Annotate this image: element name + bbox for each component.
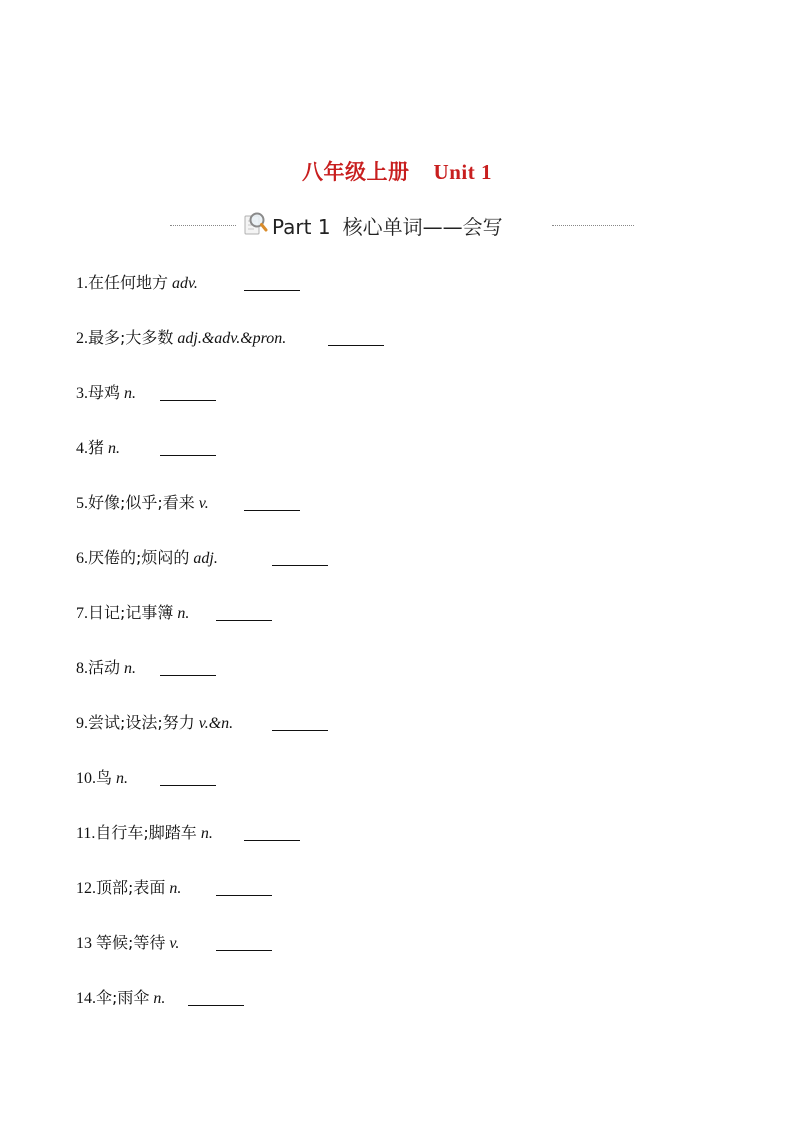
question-item: [76, 600, 189, 626]
section-header: [170, 208, 634, 242]
question-part-of-speech: n.: [124, 660, 137, 677]
question-chinese: 在任何地方: [88, 273, 169, 292]
question-number: 6.: [76, 550, 88, 567]
unit-title: Unit 1: [433, 160, 492, 184]
answer-blank[interactable]: [160, 400, 216, 401]
answer-blank[interactable]: [244, 290, 300, 291]
question-part-of-speech: n.: [124, 385, 137, 402]
question-number: 4.: [76, 440, 88, 457]
answer-blank[interactable]: [216, 950, 272, 951]
question-chinese: 好像;似乎;看来: [88, 493, 195, 512]
question-number: 9.: [76, 715, 88, 732]
question-part-of-speech: v.&n.: [198, 715, 234, 732]
question-part-of-speech: adj.&adv.&pron.: [177, 330, 287, 347]
question-chinese: 最多;大多数: [88, 328, 174, 347]
answer-blank[interactable]: [216, 895, 272, 896]
question-part-of-speech: adj.: [193, 550, 218, 567]
question-chinese: 尝试;设法;努力: [88, 713, 195, 732]
question-number: 11.: [76, 825, 96, 842]
divider-left: [170, 225, 236, 226]
answer-blank[interactable]: [244, 510, 300, 511]
question-item: [76, 930, 179, 956]
question-chinese: 母鸡: [88, 383, 121, 402]
question-number: 5.: [76, 495, 88, 512]
answer-blank[interactable]: [160, 785, 216, 786]
question-part-of-speech: v.: [198, 495, 209, 512]
question-item: [76, 380, 136, 406]
question-number: 13: [76, 935, 96, 952]
question-chinese: 等候;等待: [96, 933, 166, 952]
grade-title: 八年级上册: [302, 160, 410, 184]
question-number: 8.: [76, 660, 88, 677]
question-part-of-speech: v.: [169, 935, 180, 952]
question-number: 1.: [76, 275, 88, 292]
answer-blank[interactable]: [328, 345, 384, 346]
question-chinese: 厌倦的;烦闷的: [88, 548, 190, 567]
question-number: 2.: [76, 330, 88, 347]
question-part-of-speech: n.: [108, 440, 121, 457]
question-item: [76, 270, 198, 296]
question-item: [76, 985, 165, 1011]
question-number: 3.: [76, 385, 88, 402]
question-item: [76, 655, 136, 681]
answer-blank[interactable]: [272, 565, 328, 566]
question-number: 7.: [76, 605, 88, 622]
answer-blank[interactable]: [244, 840, 300, 841]
divider-right: [552, 225, 634, 226]
question-part-of-speech: n.: [153, 990, 166, 1007]
question-part-of-speech: n.: [177, 605, 190, 622]
question-item: [76, 765, 128, 791]
answer-blank[interactable]: [188, 1005, 244, 1006]
question-part-of-speech: adv.: [172, 275, 198, 292]
magnifier-icon: [242, 210, 268, 238]
answer-blank[interactable]: [160, 455, 216, 456]
question-item: [76, 490, 209, 516]
question-item: [76, 325, 286, 351]
question-item: [76, 545, 218, 571]
question-part-of-speech: n.: [200, 825, 213, 842]
question-number: 14.: [76, 990, 96, 1007]
question-item: [76, 710, 233, 736]
question-chinese: 日记;记事簿: [88, 603, 174, 622]
question-number: 12.: [76, 880, 96, 897]
section-heading: [272, 211, 503, 240]
question-item: [76, 435, 120, 461]
page-title: [0, 156, 794, 186]
question-chinese: 活动: [88, 658, 121, 677]
answer-blank[interactable]: [272, 730, 328, 731]
question-chinese: 伞;雨伞: [96, 988, 150, 1007]
answer-blank[interactable]: [216, 620, 272, 621]
question-item: [76, 875, 181, 901]
question-chinese: 顶部;表面: [96, 878, 166, 897]
question-number: 10.: [76, 770, 96, 787]
question-chinese: 鸟: [96, 768, 113, 787]
question-part-of-speech: n.: [169, 880, 182, 897]
question-chinese: 自行车;脚踏车: [95, 823, 197, 842]
question-part-of-speech: n.: [116, 770, 129, 787]
section-name: 核心单词——会写: [342, 215, 503, 239]
question-item: [76, 820, 213, 846]
section-part-label: Part 1: [272, 215, 331, 239]
question-chinese: 猪: [88, 438, 105, 457]
answer-blank[interactable]: [160, 675, 216, 676]
